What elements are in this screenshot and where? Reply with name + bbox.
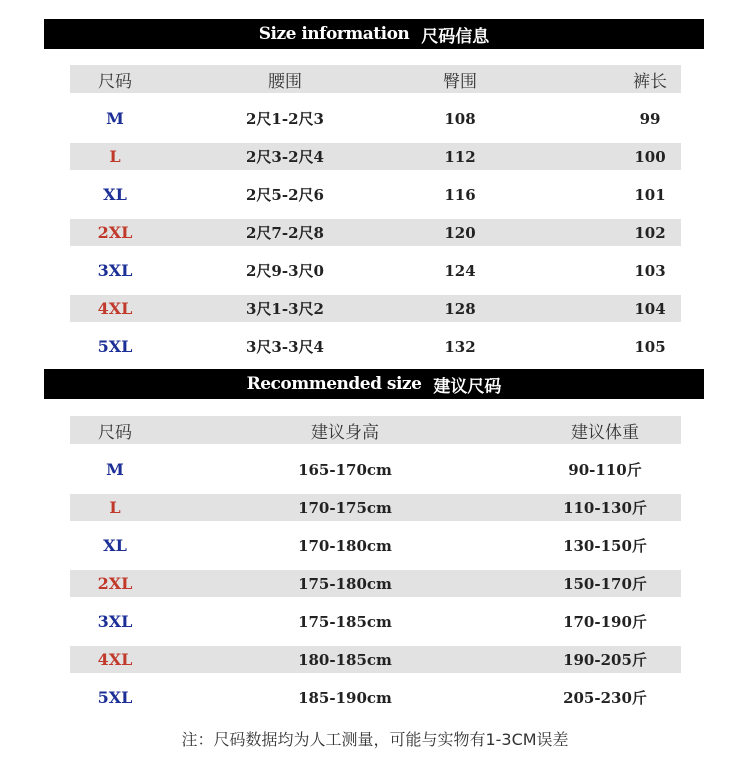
height-value: 170-180cm — [298, 536, 392, 555]
length-value: 102 — [634, 223, 666, 242]
height-value: 175-185cm — [298, 612, 392, 631]
header-length: 裤长 — [633, 71, 667, 92]
hip-value: 112 — [444, 147, 476, 166]
header-size: 尺码 — [98, 422, 132, 443]
size-label: M — [106, 460, 124, 479]
hip-value: 116 — [444, 185, 476, 204]
length-value: 99 — [639, 109, 661, 128]
table-row — [70, 494, 681, 521]
table-row — [70, 646, 681, 673]
table-row — [70, 570, 681, 597]
size-information-table — [70, 65, 681, 360]
length-value: 105 — [634, 337, 666, 356]
table-row — [70, 143, 681, 170]
size-label: 2XL — [97, 223, 133, 242]
hip-value: 132 — [444, 337, 476, 356]
banner-title-en: Size information — [258, 24, 410, 44]
table-row — [70, 456, 681, 483]
size-label: XL — [103, 536, 127, 555]
height-value: 170-175cm — [298, 498, 392, 517]
hip-value: 108 — [444, 109, 476, 128]
weight-value: 110-130斤 — [563, 499, 647, 517]
weight-value: 130-150斤 — [563, 537, 647, 555]
waist-value: 2尺5-2尺6 — [246, 186, 324, 204]
table-row — [70, 532, 681, 559]
size-label: 5XL — [97, 688, 133, 707]
length-value: 100 — [634, 147, 666, 166]
length-value: 104 — [634, 299, 666, 318]
waist-value: 3尺3-3尺4 — [246, 338, 324, 356]
weight-value: 205-230斤 — [563, 689, 647, 707]
header-height: 建议身高 — [311, 422, 379, 443]
size-label: 2XL — [97, 574, 133, 593]
hip-value: 128 — [444, 299, 476, 318]
waist-value: 2尺9-3尺0 — [246, 262, 324, 280]
table-row — [70, 684, 681, 711]
waist-value: 3尺1-3尺2 — [246, 300, 324, 318]
height-value: 175-180cm — [298, 574, 392, 593]
size-label: L — [109, 147, 121, 166]
hip-value: 124 — [444, 261, 476, 280]
waist-value: 2尺7-2尺8 — [246, 224, 324, 242]
table-row — [70, 257, 681, 284]
weight-value: 150-170斤 — [563, 575, 647, 593]
waist-value: 2尺1-2尺3 — [246, 110, 324, 128]
table-row — [70, 608, 681, 635]
header-waist: 腰围 — [268, 71, 302, 92]
length-value: 103 — [634, 261, 666, 280]
length-value: 101 — [634, 185, 666, 204]
waist-value: 2尺3-2尺4 — [246, 148, 324, 166]
size-label: M — [106, 109, 124, 128]
weight-value: 170-190斤 — [563, 613, 647, 631]
weight-value: 190-205斤 — [563, 651, 647, 669]
size-label: L — [109, 498, 121, 517]
height-value: 180-185cm — [298, 650, 392, 669]
size-label: 4XL — [97, 650, 133, 669]
table-row — [70, 181, 681, 208]
banner-title-zh: 尺码信息 — [421, 26, 490, 47]
table-header — [70, 416, 681, 444]
header-weight: 建议体重 — [571, 422, 639, 443]
measurement-note: 注：尺码数据均为人工测量，可能与实物有1-3CM误差 — [181, 730, 569, 749]
height-value: 165-170cm — [298, 460, 392, 479]
recommended-size-banner — [44, 369, 704, 399]
weight-value: 90-110斤 — [568, 461, 642, 479]
table-row — [70, 333, 681, 360]
hip-value: 120 — [444, 223, 476, 242]
size-label: 4XL — [97, 299, 133, 318]
header-size: 尺码 — [98, 71, 132, 92]
table-header — [70, 65, 681, 93]
table-row — [70, 219, 681, 246]
table-row — [70, 105, 681, 132]
table-row — [70, 295, 681, 322]
size-label: 3XL — [97, 612, 133, 631]
size-label: 3XL — [97, 261, 133, 280]
recommended-size-table — [70, 416, 681, 711]
height-value: 185-190cm — [298, 688, 392, 707]
size-information-banner — [44, 19, 704, 49]
banner-title-zh: 建议尺码 — [433, 376, 502, 397]
banner-title-en: Recommended size — [246, 374, 422, 394]
size-label: 5XL — [97, 337, 133, 356]
size-label: XL — [103, 185, 127, 204]
header-hip: 臀围 — [443, 71, 477, 92]
